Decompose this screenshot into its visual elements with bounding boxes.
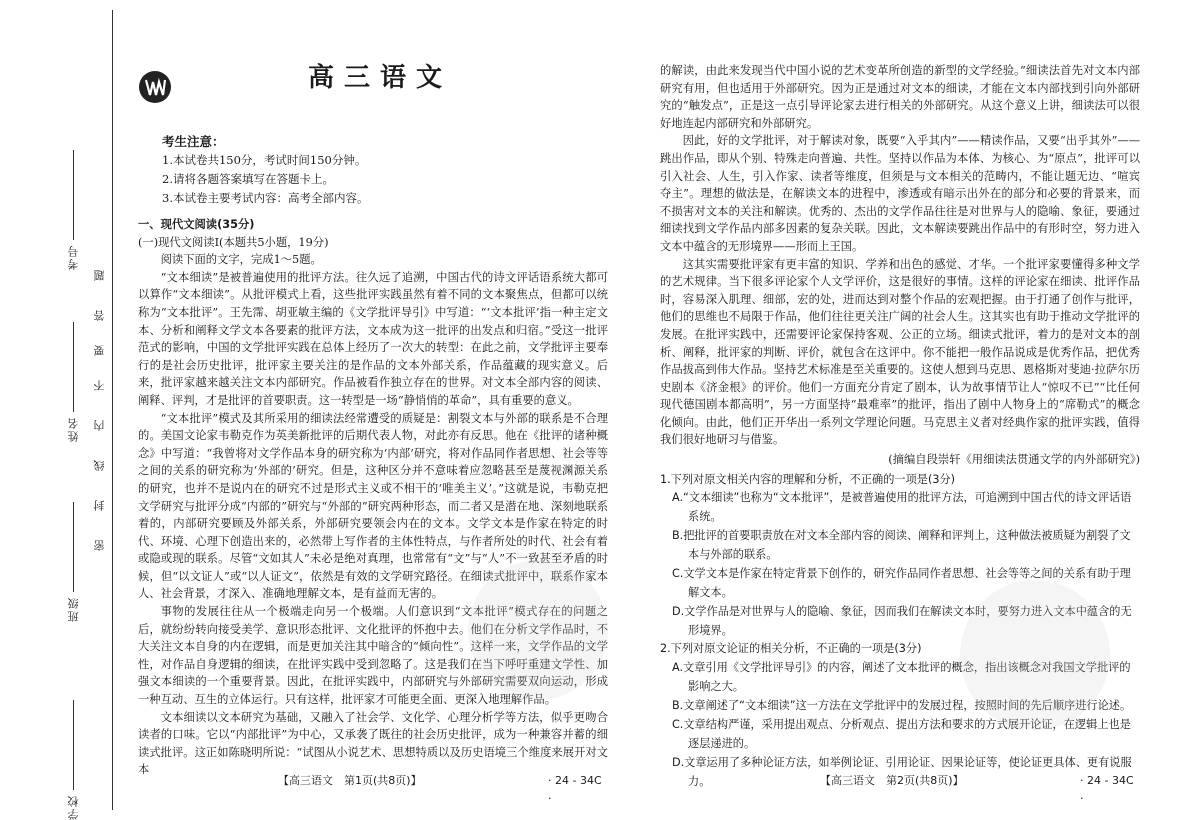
notice-item: 2.请将各题答案填写在答题卡上。 [162,172,334,186]
passage-paragraph: 的解读，由此来发现当代中国小说的艺术变革所创造的新型的文学经验。”细读法首先对文本内部研究有用，但也适用于外部研究。因为正是通过对文本的细读，才能在文本内部找到引向外部研究的“触发点”，正是这一点引导评论家去进行相关的外部研究。从这个意义上讲，细读法可以很好地连起内部研究和外部研究。 [660,64,1140,130]
page-footer: 【高三语文 第2页(共8页)】 [820,774,964,787]
exam-logo-icon [138,70,172,104]
page-1 [138,0,608,820]
exam-number-field: 考号 [66,150,82,270]
question-2-option: C.文章结构严谨，采用提出观点、分析观点、提出方法和要求的方式展开论证，在逻辑上也是逐层递进的。 [672,717,1131,750]
question-2-option: B.文章阐述了“文本细读”这一方法在文学批评中的发展过程，按照时间的先后顺序进行论述。 [672,698,1132,712]
question-1-option: A.“文本细读”也称为“文本批评”，是被普遍使用的批评方法，可追溯到中国古代的诗文评话语系统。 [672,491,1132,524]
class-field: 班级 [66,502,82,622]
seal-char: 答 [93,310,106,321]
passage-paragraph: 事物的发展往往从一个极端走向另一个极端。人们意识到“文本批评”模式存在的问题之后，就纷纷转向接受美学、意识形态批评、文化批评的怀抱中去。他们在分析文学作品时，不大关注文本自身的内在逻辑，而是更加关注其中暗含的“倾向性”。这样一来，文学作品的文学性，对作品自身逻辑的细读，在批评实践中受到忽略了。这是我们在当下呼吁重建文学性、加强文本细读的一个重要背景。因此，在批评实践中，内部研究与外部研究需要双向运动，形成一种互动、互生的立体运行。只有这样，批评家才可能更全面、更深入地理解作品。 [138,605,608,707]
page-code: · 24 - 34C · [548,774,602,805]
passage-paragraph: 因此，好的文学批评，对于解读对象，既要“入乎其内”——精读作品，又要“出乎其外”——跳出作品，即从个别、特殊走向普遍、共性。坚持以作品为本体、为核心、为“原点”，批评可以引入社会、人生，引入作家、读者等维度，但须是与文本相关的范畴内，不能让题无边、“喧宾夺主”。理想的做法是，在解读文本的进程中，渗透或有暗示出外在的部分和必要的背景来，而不损害对文本的关注和解读。优秀的、杰出的文学作品往往是对世界与人的隐喻、象征，要通过细读找到文学作品内部多因素的复杂关联。因此，文本解读要跳出作品中的有形时空，努力进入文本中蕴含的无形境界——形而上王国。 [660,134,1140,253]
question-2-stem: 2.下列对原文论证的相关分析，不正确的一项是(3分) [660,642,922,656]
seal-char: 内 [93,420,106,431]
passage-paragraph: 文本细读以文本研究为基础，又融入了社会学、文化学、心理分析学等方法，似乎更吻合读者的口味。它以“内部批评”为中心，又承袭了既往的社会历史批评，成为一种兼容并蓄的细读式批评。这正如陈晓明所说：“试图从小说艺术、思想特质以及历史语境三个维度来展开对文本 [138,710,608,777]
binding-margin [0,0,118,820]
page-2 [660,0,1140,820]
page-title: 高三语文 [308,63,453,93]
notice-title: 考生注意： [162,134,225,149]
seal-line [112,10,113,810]
passage-source: (摘编自段崇轩《用细读法贯通文学的内外部研究》) [888,453,1140,467]
question-1-option: D.文学作品是对世界与人的隐喻、象征，因而我们在解读文本时，要努力进入文本中蕴含的无形境界。 [672,605,1132,638]
question-1-option: B.把批评的首要职责放在对文本全部内容的阅读、阐释和评判上，这种做法被质疑为割裂了文本与外部的联系。 [672,529,1131,562]
question-1-option: C.文学文本是作家在特定背景下创作的，研究作品同作者思想、社会等等之间的关系有助于理解文本。 [672,567,1131,600]
notice-item: 1.本试卷共150分，考试时间150分钟。 [162,153,367,167]
page-footer: 【高三语文 第1页(共8页)】 [278,774,422,787]
seal-char: 封 [93,500,106,511]
seal-char: 要 [93,345,106,356]
passage-paragraph: 这其实需要批评家有更丰富的知识、学养和出色的感觉、才华。一个批评家要懂得多种文学的艺术规律。当下很多评论家个人文学评价，这是很好的事情。这样的评论家在细读、批评作品时，容易深入肌理、细部，宏的处，进而达到对整个作品的宏观把握。由于打通了创作与批评，他们的思维也不局限于作品，他们往往更关注广阔的社会人生。这其实也有助于推动文学批评的发展。在批评实践中，还需要评论家保持客观、公正的立场。细读式批评，着力的是对文本的剖析、阐释，批评家的判断、评价，就包含在这评中。你不能把一般作品说成是优秀作品，把优秀作品拔高到伟大作品。坚持艺术标准是至关重要的。这使人想到马克思、恩格斯对斐迪·拉萨尔历史剧本《济金根》的评价。他们一方面充分肯定了剧本，认为故事情节让人“惊叹不已”“比任何现代德国剧本都高明”，另一方面坚持“最难率”的批评，指出了剧中人物身上的“席勒式”的概念化倾向。由此，他们正开华出一系列文学理论问题。马克思主义者对经典作家的批评实践，值得我们很好地研习与借鉴。 [660,257,1140,447]
notice-item: 3.本试卷主要考试内容：高考全部内容。 [162,191,369,205]
question-2-option: D.文章运用了多种论证方法，如举例论证、引用论证、因果论证等，使论证更具体、更有说服力。 [672,755,1132,788]
watermark [960,580,1110,730]
school-field: 学校 [66,700,82,820]
reading-instruction: 阅读下面的文字，完成1～5题。 [160,253,322,267]
exam-notice [162,132,602,208]
page-code: · 24 - 34C · [1080,774,1134,805]
passage-paragraph: “文本细读”是被普遍使用的批评方法。往久远了追溯，中国古代的诗文评话语系统大都可以算作“文本细读”。从批评模式上看，这些批评实践虽然有着不同的文本聚焦点，但都可以统称为“文本批评”。王先霈、胡亚敏主编的《文学批评导引》中写道：“‘文本批评’指一种主定文本、分析和阐释文学文本各要素的批评方法，文本成为这一批评的出发点和归宿。”受这一批评范式的影响，中国的文学批评实践在总体上经历了一次大的转型：在此之前，文学批评主要奉行的是社会历史批评，批评家主要关注的是作品的文本外部关系，作品蕴藏的现实意义。后来，批评家越来越关注文本内部研究。作品被看作独立存在的世界。对文本全部内容的阅读、阐释、评判，才是批评的首要职责。这一转型是一场“静悄悄的革命”，具有重要的意义。 [138,270,608,407]
seal-char: 密 [93,540,106,551]
seal-char: 不 [93,380,106,391]
section-heading: 一、现代文阅读(35分) [138,218,255,231]
section-subheading: (一)现代文阅读Ⅰ(本题共5小题，19分) [138,235,329,249]
name-field: 姓名 [66,322,82,442]
seal-char: 线 [93,460,106,471]
seal-char: 题 [93,270,106,281]
question-2-option: A.文章引用《文学批评导引》的内容，阐述了文本批评的概念，指出该概念对我国文学批评的影响之大。 [672,660,1131,693]
watermark [468,560,608,700]
passage-paragraph: “文本批评”模式及其所采用的细读法经常遭受的质疑是：割裂文本与外部的联系是不合理的。美国文论家韦勒克作为英美新批评的后期代表人物，对此亦有反思。他在《批评的诸种概念》中写道：“我曾将对文学作品本身的研究称为‘内部’研究，将对作品同作者思想、社会等等之间的关系的研究称为‘外部的’研究。但是，这种区分并不意味着应忽略甚至是蔑视渊源关系的研究，也并不是说内在的研究不过是形式主义或不相干的‘唯美主义’。”这就是说，韦勒克把文学研究与批评分成“内部的”研究与“外部的”研究两种形态，而二者又是潜在地、深刻地联系着的，内部研究要顾及外部关系，外部研究要领会内在的文本。文学文本是作家在特定的时代、环境、心理下创造出来的，必然带上写作者的主体性特点，与作者所处的时代、社会有着或隐或现的联系。尽管“文如其人”未必是绝对真理，也常常有“文”与“人”不一致甚至矛盾的时候，但“以文证人”或“以人证文”，依然是有效的文学研究路径。在细读式批评中，联系作家本人、社会背景，才深入、准确地理解文本，是有益而无害的。 [138,411,608,601]
question-1-stem: 1.下列对原文相关内容的理解和分析，不正确的一项是(3分) [660,472,956,486]
